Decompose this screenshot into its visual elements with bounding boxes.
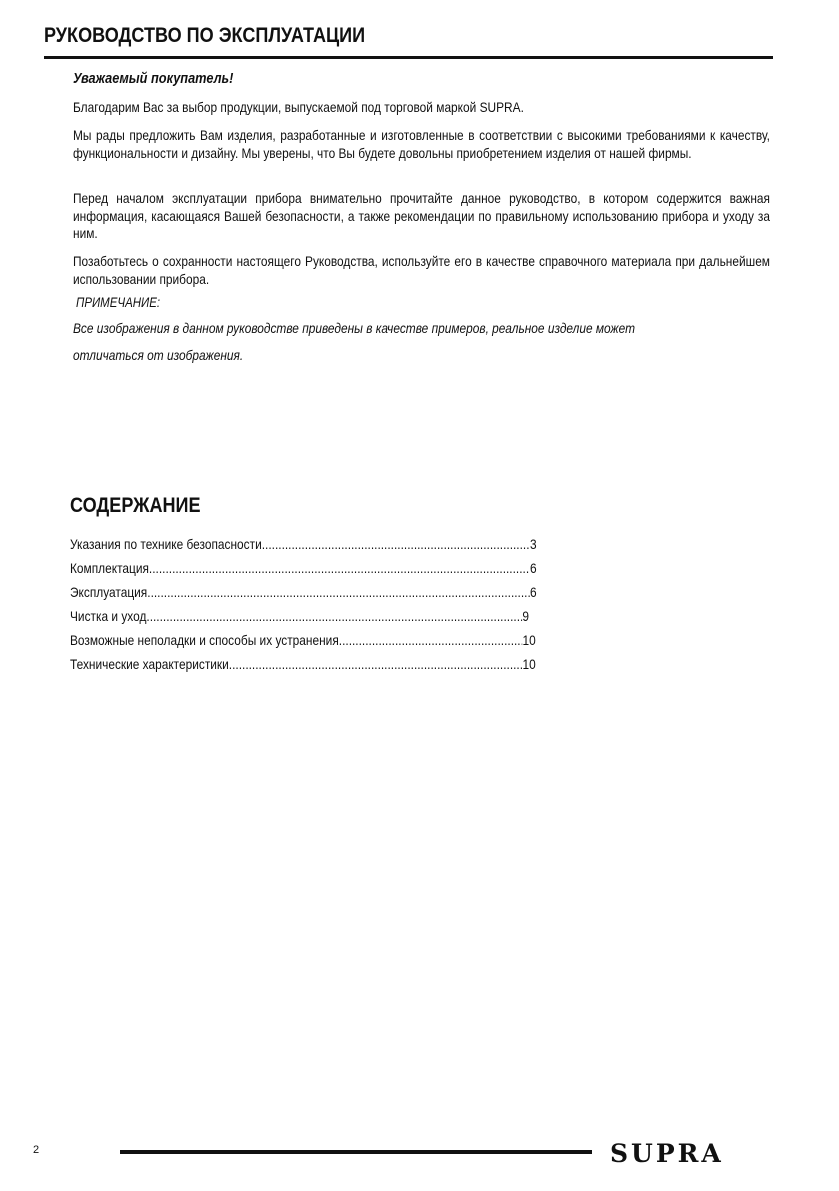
toc-leader-dots bbox=[149, 558, 530, 578]
toc-leader-dots bbox=[339, 630, 523, 650]
page-number: 2 bbox=[33, 1144, 40, 1156]
toc-leader-dots bbox=[262, 534, 530, 554]
toc-item-label: Чистка и уход bbox=[70, 608, 147, 624]
toc-item-page: 3 bbox=[530, 536, 537, 552]
toc-item-label: Возможные неполадки и способы их устранения bbox=[70, 632, 339, 648]
intro-paragraph: Позаботьтесь о сохранности настоящего Руководства, используйте его в качестве справочного материала при дальнейшем использовании прибора. bbox=[73, 253, 770, 287]
page-title: РУКОВОДСТВО ПО ЭКСПЛУАТАЦИИ bbox=[44, 24, 366, 47]
note-label: ПРИМЕЧАНИЕ: bbox=[76, 295, 161, 310]
toc-item-page: 9 bbox=[522, 608, 529, 624]
footer-divider bbox=[120, 1150, 592, 1154]
toc-item[interactable] bbox=[70, 558, 619, 578]
toc-item-page: 6 bbox=[530, 584, 537, 600]
toc-item-label: Технические характеристики bbox=[70, 656, 229, 672]
greeting: Уважаемый покупатель! bbox=[73, 70, 234, 87]
note-text: Все изображения в данном руководстве приведены в качестве примеров, реальное изделие может bbox=[73, 320, 636, 336]
toc-item-page: 6 bbox=[530, 560, 537, 576]
toc-item-page: 10 bbox=[522, 656, 536, 672]
toc-leader-dots bbox=[147, 582, 530, 602]
header-divider bbox=[44, 56, 773, 59]
intro-paragraph: Перед началом эксплуатации прибора внимательно прочитайте данное руководство, в котором содержится важная информация, касающаяся Вашей безопасности, а также рекомендации по правильному использованию прибора и уходу за ним. bbox=[73, 190, 770, 241]
toc-title: СОДЕРЖАНИЕ bbox=[70, 494, 201, 517]
toc-item-label: Указания по технике безопасности bbox=[70, 536, 262, 552]
toc-item[interactable] bbox=[70, 582, 619, 602]
toc-item-page: 10 bbox=[522, 632, 536, 648]
intro-paragraph: Мы рады предложить Вам изделия, разработанные и изготовленные в соответствии с высокими требованиями к качеству, функциональности и дизайну. Мы уверены, что Вы будете довольны приобретением изделия от нашей фирмы. bbox=[73, 127, 770, 161]
toc-item-label: Эксплуатация bbox=[70, 584, 148, 600]
toc-item[interactable] bbox=[70, 630, 618, 650]
toc-leader-dots bbox=[229, 654, 523, 674]
toc-leader-dots bbox=[146, 606, 522, 626]
toc-item[interactable] bbox=[70, 606, 610, 626]
intro-paragraph: Благодарим Вас за выбор продукции, выпускаемой под торговой маркой SUPRA. bbox=[73, 99, 524, 115]
note-text: отличаться от изображения. bbox=[73, 347, 244, 363]
toc-item[interactable] bbox=[70, 654, 618, 674]
toc-item-label: Комплектация bbox=[70, 560, 149, 576]
brand-logo: SUPRA bbox=[610, 1139, 724, 1168]
toc-item[interactable] bbox=[70, 534, 619, 554]
